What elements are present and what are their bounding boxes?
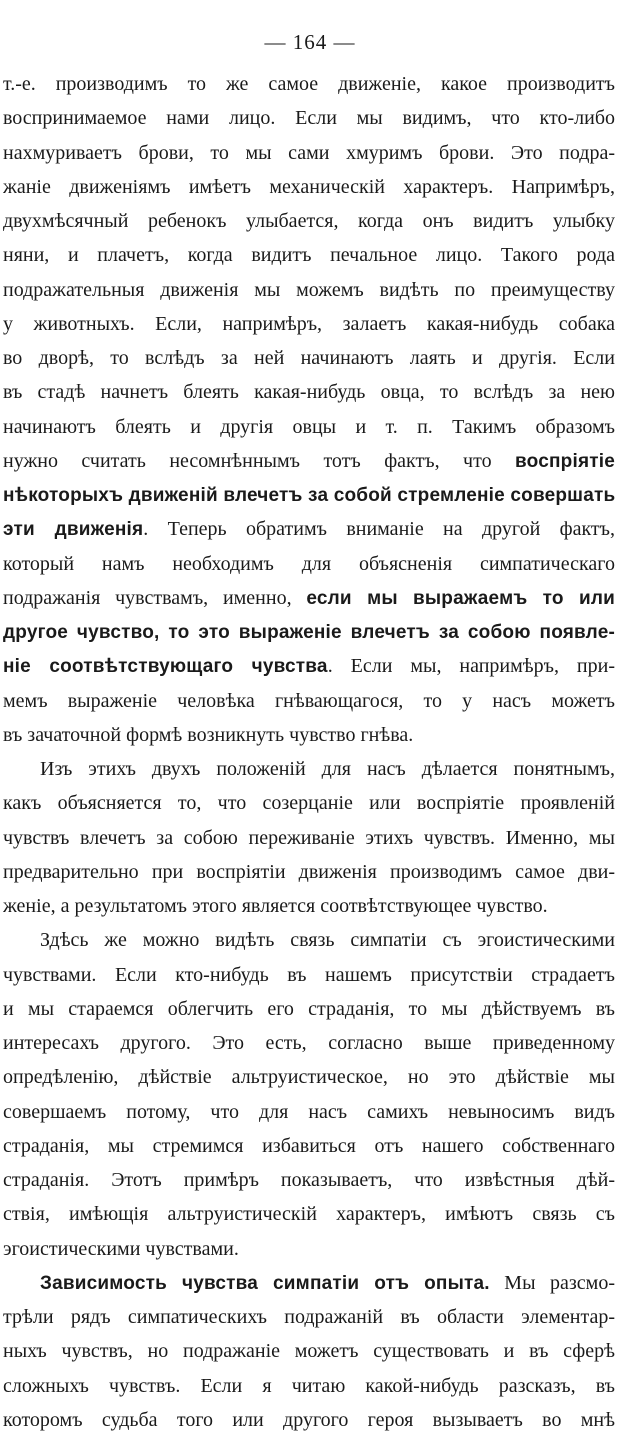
- page-number: — 164 —: [264, 30, 356, 54]
- text-segment: интересахъ другого. Это есть, согласно выше приведенному: [3, 1032, 615, 1054]
- text-line: [3, 1163, 615, 1197]
- text-segment: начинаютъ блеять и другiя овцы и т. п. Такимъ образомъ: [3, 415, 615, 438]
- bold-phrase: Зависимость чувства симпатiи отъ опыта.: [40, 1272, 490, 1294]
- text-line: [3, 684, 615, 718]
- text-segment: предварительно при воспрiятiи движенiя производимъ самое дви-: [3, 860, 615, 883]
- text-segment: чувствами. Если кто-нибудь въ нашемъ присутствiи страдаетъ: [3, 963, 615, 986]
- text-segment: чувствъ влечетъ за собою переживанiе этихъ чувствъ. Именно, мы: [3, 826, 615, 849]
- text-line: [3, 307, 615, 341]
- text-line: [3, 444, 615, 478]
- text-line: [3, 341, 615, 375]
- text-segment: т.-е. производимъ то же самое движенiе, какое производитъ: [3, 73, 615, 95]
- text-segment: воспринимаемое нами лицо. Если мы видимъ, что кто-либо: [3, 107, 615, 130]
- text-segment: которомъ судьба того или другого героя вызываетъ во мнѣ: [3, 1408, 615, 1431]
- text-segment: подражательныя движенiя мы можемъ видѣть по преимуществу: [3, 278, 615, 301]
- text-segment: въ зачаточной формѣ возникнуть чувство гнѣва.: [3, 723, 414, 746]
- bold-phrase: другое чувство, то это выраженiе влечетъ за собою появле-: [3, 622, 615, 643]
- text-segment: подражанiя чувствамъ, именно,: [3, 586, 307, 609]
- text-line: [3, 718, 615, 752]
- text-segment: ствiя, имѣющiя альтруистическiй характеръ, имѣютъ связь съ: [3, 1203, 615, 1226]
- text-line: [3, 581, 615, 615]
- text-line: [3, 752, 615, 786]
- text-line: [3, 410, 615, 444]
- text-segment: нужно считать несомнѣннымъ тотъ фактъ, что: [3, 449, 516, 472]
- text-segment: сложныхъ чувствъ. Если я читаю какой-нибудь разсказъ, въ: [3, 1374, 615, 1397]
- text-line: [3, 992, 615, 1026]
- text-line: [3, 1334, 615, 1368]
- text-line: [3, 478, 615, 512]
- text-line: [3, 1300, 615, 1334]
- text-line: [3, 238, 615, 272]
- text-line: [3, 889, 615, 923]
- bold-phrase: воспрiятiе: [515, 450, 615, 472]
- text-line: [3, 958, 615, 992]
- text-line: [3, 615, 615, 649]
- body-text: [3, 67, 615, 1437]
- bold-phrase: если мы выражаемъ то или: [306, 587, 615, 609]
- text-segment: Изъ этихъ двухъ положенiй для насъ дѣлается понятнымъ,: [40, 758, 615, 780]
- text-segment: двухмѣсячный ребенокъ улыбается, когда онъ видитъ улыбку: [3, 210, 615, 232]
- text-segment: въ стадѣ начнетъ блеять какая-нибудь овца, то вслѣдъ за нею: [3, 381, 615, 404]
- text-segment: и мы стараемся облегчить его страданiя, то мы дѣйствуемъ въ: [3, 997, 615, 1020]
- text-segment: . Если мы, напримѣръ, при-: [327, 655, 615, 678]
- text-line: [3, 1266, 615, 1300]
- text-segment: опредѣленiю, дѣйствiе альтруистическое, но это дѣйствiе мы: [3, 1066, 615, 1089]
- text-line: [3, 170, 615, 204]
- bold-phrase: нѣкоторыхъ движенiй влечетъ за собой стремленiе совершать: [3, 485, 615, 506]
- text-segment: няни, и плачетъ, когда видитъ печальное лицо. Такого рода: [3, 244, 615, 267]
- text-segment: трѣли рядъ симпатическихъ подражанiй въ области элементар-: [3, 1306, 615, 1328]
- text-line: [3, 1403, 615, 1437]
- text-segment: совершаемъ потому, что для насъ самихъ невыносимъ видъ: [3, 1100, 615, 1123]
- bold-phrase: эти движенiя: [3, 519, 144, 541]
- text-segment: Здѣсь же можно видѣть связь симпатiи съ эгоистическими: [40, 929, 615, 952]
- text-segment: у животныхъ. Если, напримѣръ, залаетъ какая-нибудь собака: [3, 312, 615, 335]
- text-line: [3, 547, 615, 581]
- text-line: [3, 923, 615, 957]
- text-line: [3, 1232, 615, 1266]
- text-segment: страданiя. Этотъ примѣръ показываетъ, что извѣстныя дѣй-: [3, 1169, 615, 1191]
- text-segment: жанiе движенiямъ имѣетъ механическiй характеръ. Напримѣръ,: [3, 175, 615, 198]
- text-line: [3, 1095, 615, 1129]
- text-line: [3, 67, 615, 101]
- text-line: [3, 204, 615, 238]
- text-segment: во дворѣ, то вслѣдъ за ней начинаютъ лаять и другiя. Если: [3, 347, 615, 369]
- text-segment: эгоистическими чувствами.: [3, 1237, 239, 1260]
- text-segment: женiе, а результатомъ этого является соотвѣтствующее чувство.: [3, 895, 548, 917]
- text-segment: Мы разсмо-: [489, 1271, 615, 1294]
- text-line: [3, 1197, 615, 1231]
- text-line: [3, 136, 615, 170]
- text-segment: нахмуриваетъ брови, то мы сами хмуримъ брови. Это подра-: [3, 141, 615, 164]
- text-segment: ныхъ чувствъ, но подражанiе можетъ существовать и въ сферѣ: [3, 1340, 615, 1363]
- text-line: [3, 786, 615, 820]
- text-line: [3, 1060, 615, 1094]
- text-line: [3, 375, 615, 409]
- bold-phrase: нiе соотвѣтствующаго чувства: [3, 656, 328, 678]
- text-line: [3, 855, 615, 889]
- text-segment: который намъ необходимъ для объясненiя симпатическаго: [3, 552, 615, 575]
- text-segment: страданiя, мы стремимся избавиться отъ нашего собственнаго: [3, 1134, 615, 1157]
- text-line: [3, 649, 615, 683]
- text-segment: какъ объясняется то, что созерцанiе или воспрiятiе проявленiй: [3, 792, 615, 815]
- text-line: [3, 273, 615, 307]
- text-line: [3, 101, 615, 135]
- text-line: [3, 1129, 615, 1163]
- text-line: [3, 1369, 615, 1403]
- text-line: [3, 1026, 615, 1060]
- text-line: [3, 821, 615, 855]
- text-segment: мемъ выраженiе человѣка гнѣвающагося, то у насъ можетъ: [3, 689, 615, 712]
- text-line: [3, 512, 615, 546]
- text-segment: . Теперь обратимъ вниманiе на другой фактъ,: [143, 518, 615, 541]
